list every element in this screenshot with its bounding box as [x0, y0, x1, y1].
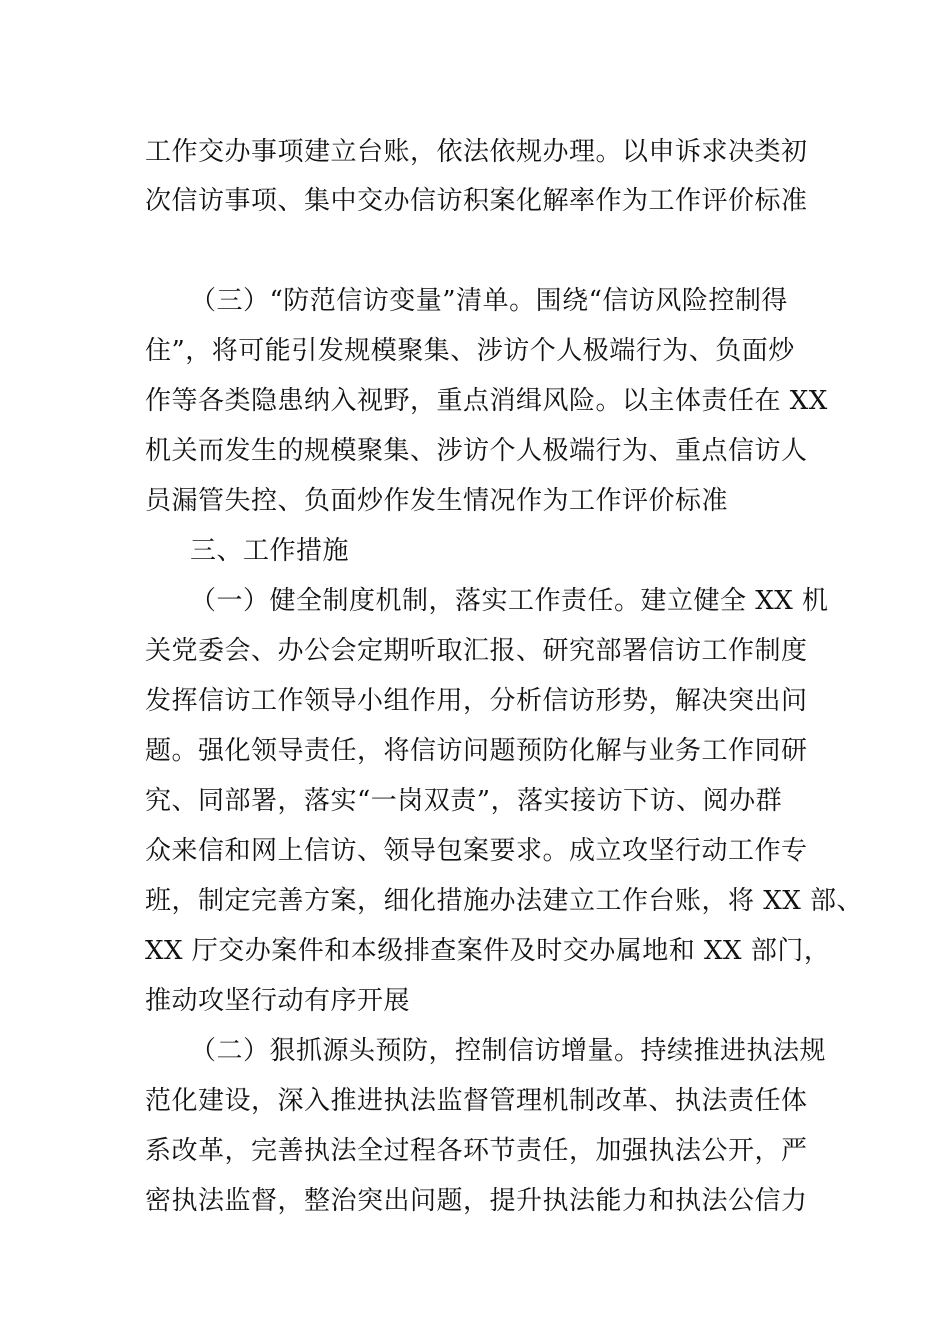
text-line: 密执法监督，整治突出问题，提升执法能力和执法公信力: [145, 1186, 808, 1216]
text-line: 工作交办事项建立台账，依法依规办理。以申诉求决类初: [145, 137, 808, 167]
text-line: 推动攻坚行动有序开展: [145, 986, 411, 1016]
text-line: 题。强化领导责任，将信访问题预防化解与业务工作同研: [145, 736, 808, 766]
text-line: 发挥信访工作领导小组作用，分析信访形势，解决突出问: [145, 686, 808, 716]
text-line: 范化建设，深入推进执法监督管理机制改革、执法责任体: [145, 1086, 808, 1116]
text-line: 关党委会、办公会定期听取汇报、研究部署信访工作制度: [145, 636, 808, 666]
text-line: 员漏管失控、负面炒作发生情况作为工作评价标准: [145, 486, 729, 516]
text-line: 次信访事项、集中交办信访积案化解率作为工作评价标准: [145, 186, 808, 216]
text-line: 住”，将可能引发规模聚集、涉访个人极端行为、负面炒: [145, 336, 795, 366]
text-line: 作等各类隐患纳入视野，重点消缉风险。以主体责任在 XX: [145, 386, 828, 416]
section-heading-one: （一）健全制度机制，落实工作责任。建立健全 XX 机: [190, 586, 829, 616]
text-line: 班，制定完善方案，细化措施办法建立工作台账，将 XX 部、: [145, 886, 864, 916]
section-title-work-measures: 三、工作措施: [190, 536, 350, 566]
section-heading-three: （三）“防范信访变量”清单。围绕“信访风险控制得: [190, 286, 788, 316]
text-line: 究、同部署，落实“一岗双责”，落实接访下访、阅办群: [145, 786, 783, 816]
text-line: XX 厅交办案件和本级排查案件及时交办属地和 XX 部门，: [145, 936, 831, 966]
text-line: 众来信和网上信访、领导包案要求。成立攻坚行动工作专: [145, 836, 808, 866]
section-heading-two: （二）狠抓源头预防，控制信访增量。持续推进执法规: [190, 1036, 827, 1066]
text-line: 系改革，完善执法全过程各环节责任，加强执法公开，严: [145, 1136, 808, 1166]
text-line: 机关而发生的规模聚集、涉访个人极端行为、重点信访人: [145, 436, 808, 466]
